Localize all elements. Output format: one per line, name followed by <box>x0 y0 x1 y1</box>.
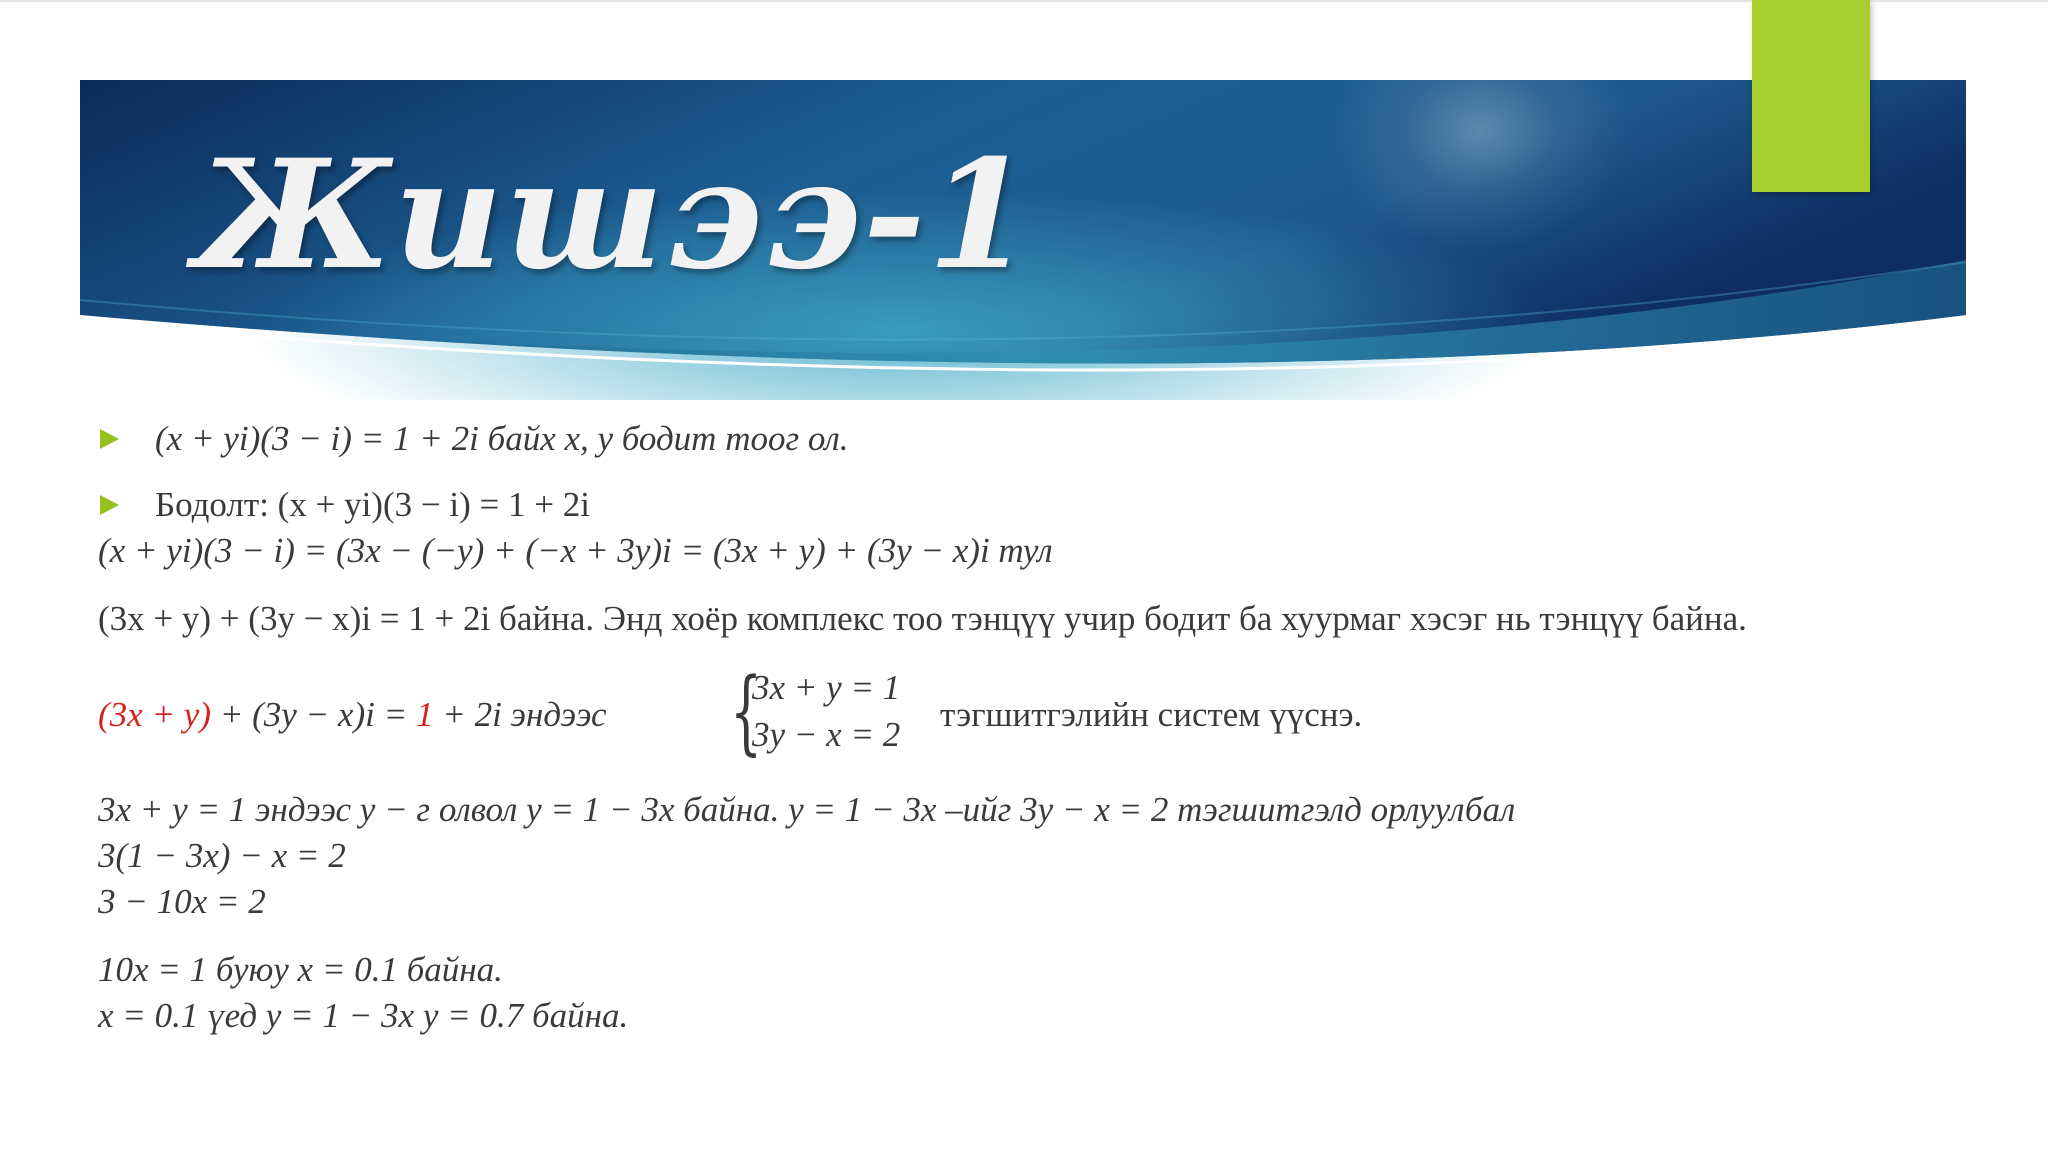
imaginary-part: + (3y − x)i = <box>211 695 416 734</box>
expansion-line: (x + yi)(3 − i) = (3x − (−y) + (−x + 3y)i = (3x + y) + (3y − x)i тул <box>98 531 1053 570</box>
solve-y-line: 3x + y = 1 эндээс y − г олвол y = 1 − 3x байна. y = 1 − 3x –ийг 3y − x = 2 тэгшитгэлд орлуулбал <box>98 790 1516 829</box>
solution-header: Бодолт: (x + yi)(3 − i) = 1 + 2i <box>155 485 590 524</box>
real-value-highlight: 1 <box>415 695 434 734</box>
y-result-line: x = 0.1 үед y = 1 − 3x y = 0.7 байна. <box>98 996 629 1035</box>
real-part-highlight: (3x + y) <box>98 695 211 734</box>
simplified-line: 3 − 10x = 2 <box>98 882 266 921</box>
system-equation-1: 3x + y = 1 <box>752 668 901 707</box>
bullet-icon <box>100 495 119 515</box>
system-brace: { <box>730 658 763 765</box>
x-result-line: 10x = 1 буюу x = 0.1 байна. <box>98 950 503 989</box>
imaginary-value: + 2i эндээс <box>433 695 607 734</box>
bullet-icon <box>100 429 119 449</box>
slide-title: Жишээ-1 <box>195 127 1034 303</box>
system-tail-text: тэгшитгэлийн систем үүснэ. <box>940 695 1363 734</box>
system-intro-line <box>98 695 607 735</box>
substitution-line: 3(1 − 3x) − x = 2 <box>98 836 346 875</box>
system-equation-2: 3y − x = 2 <box>752 715 901 754</box>
equality-line: (3x + y) + (3y − x)i = 1 + 2i байна. Энд хоёр комплекс тоо тэнцүү учир бодит ба хуурмаг хэсэг нь тэнцүү байна. <box>98 599 1747 638</box>
problem-statement: (x + yi)(3 − i) = 1 + 2i байх x, y бодит тоог ол. <box>155 419 849 458</box>
